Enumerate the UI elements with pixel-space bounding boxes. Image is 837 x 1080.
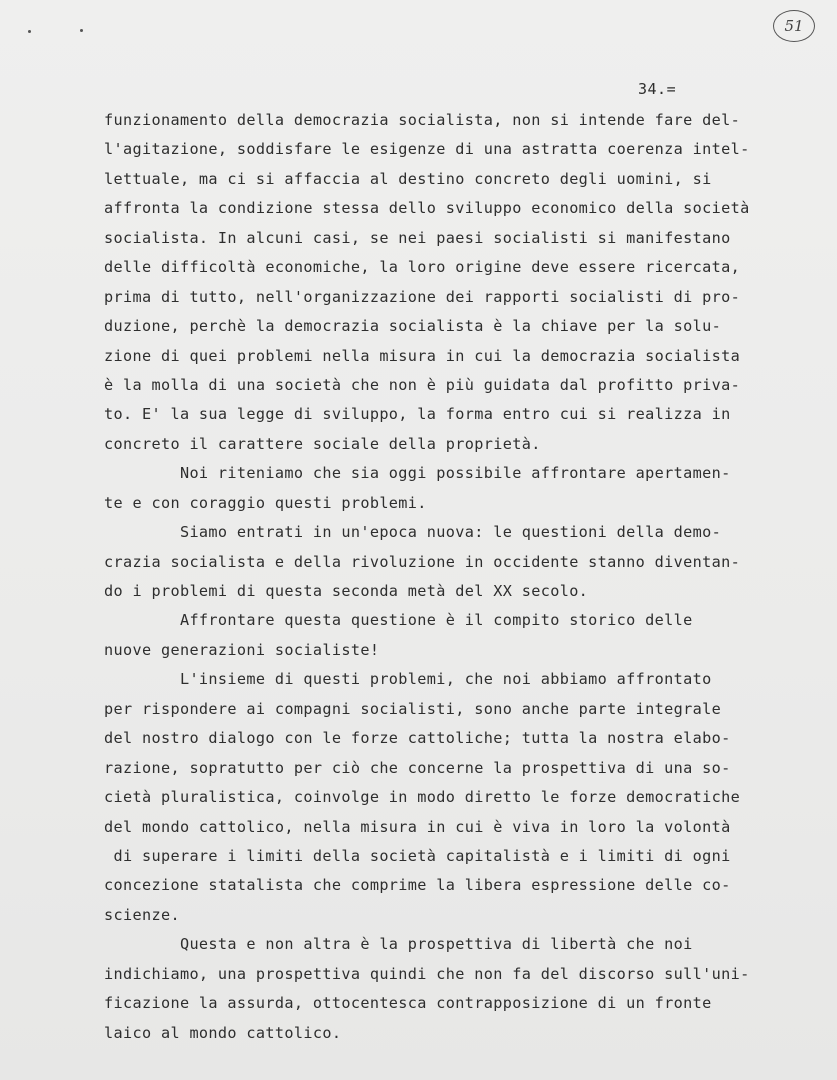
text-line: di superare i limiti della società capitalistà e i limiti di ogni <box>104 846 731 865</box>
body-text <box>104 106 764 1048</box>
ink-speck <box>80 29 83 32</box>
text-line: Affrontare questa questione è il compito storico delle <box>104 611 693 630</box>
text-line: concreto il carattere sociale della proprietà. <box>104 434 541 453</box>
text-line: Siamo entrati in un'epoca nuova: le questioni della demo- <box>104 523 722 542</box>
text-line: prima di tutto, nell'organizzazione dei rapporti socialisti di pro- <box>104 287 741 306</box>
text-line: lettuale, ma ci si affaccia al destino concreto degli uomini, si <box>104 169 712 188</box>
text-line: per rispondere ai compagni socialisti, sono anche parte integrale <box>104 699 722 718</box>
text-line: scienze. <box>104 905 180 924</box>
text-line: nuove generazioni socialiste! <box>104 640 380 659</box>
text-line: razione, sopratutto per ciò che concerne la prospettiva di una so- <box>104 758 731 777</box>
text-line: L'insieme di questi problemi, che noi abbiamo affrontato <box>104 670 712 689</box>
ink-speck <box>28 30 31 33</box>
text-line: funzionamento della democrazia socialista, non si intende fare del- <box>104 111 741 129</box>
text-line: zione di quei problemi nella misura in cui la democrazia socialista <box>104 346 741 365</box>
text-line: do i problemi di questa seconda metà del XX secolo. <box>104 582 589 600</box>
text-line: to. E' la sua legge di sviluppo, la forma entro cui si realizza in <box>104 405 731 424</box>
text-line: del mondo cattolico, nella misura in cui è viva in loro la volontà <box>104 817 731 836</box>
text-line: è la molla di una società che non è più guidata dal profitto priva- <box>104 375 741 394</box>
text-line: ficazione la assurda, ottocentesca contrapposizione di un fronte <box>104 994 712 1013</box>
text-line: indichiamo, una prospettiva quindi che non fa del discorso sull'uni- <box>104 964 750 983</box>
text-line: affronta la condizione stessa dello sviluppo economico della società <box>104 199 750 218</box>
text-line: del nostro dialogo con le forze cattoliche; tutta la nostra elabo- <box>104 729 731 748</box>
text-line: concezione statalista che comprime la libera espressione delle co- <box>104 876 731 895</box>
text-line: te e con coraggio questi problemi. <box>104 493 427 512</box>
text-line: crazia socialista e della rivoluzione in occidente stanno diventan- <box>104 552 741 571</box>
text-line: duzione, perchè la democrazia socialista è la chiave per la solu- <box>104 317 722 336</box>
archive-stamp: 51 <box>773 10 815 42</box>
text-line: laico al mondo cattolico. <box>104 1023 342 1042</box>
text-line: socialista. In alcuni casi, se nei paesi socialisti si manifestano <box>104 228 731 247</box>
text-line: Noi riteniamo che sia oggi possibile affrontare apertamen- <box>104 464 731 483</box>
page-number: 34.= <box>638 80 677 98</box>
text-line: cietà pluralistica, coinvolge in modo diretto le forze democratiche <box>104 788 741 807</box>
text-line: delle difficoltà economiche, la loro origine deve essere ricercata, <box>104 258 741 277</box>
text-line: l'agitazione, soddisfare le esigenze di una astratta coerenza intel- <box>104 140 750 159</box>
text-line: Questa e non altra è la prospettiva di libertà che noi <box>104 935 693 954</box>
